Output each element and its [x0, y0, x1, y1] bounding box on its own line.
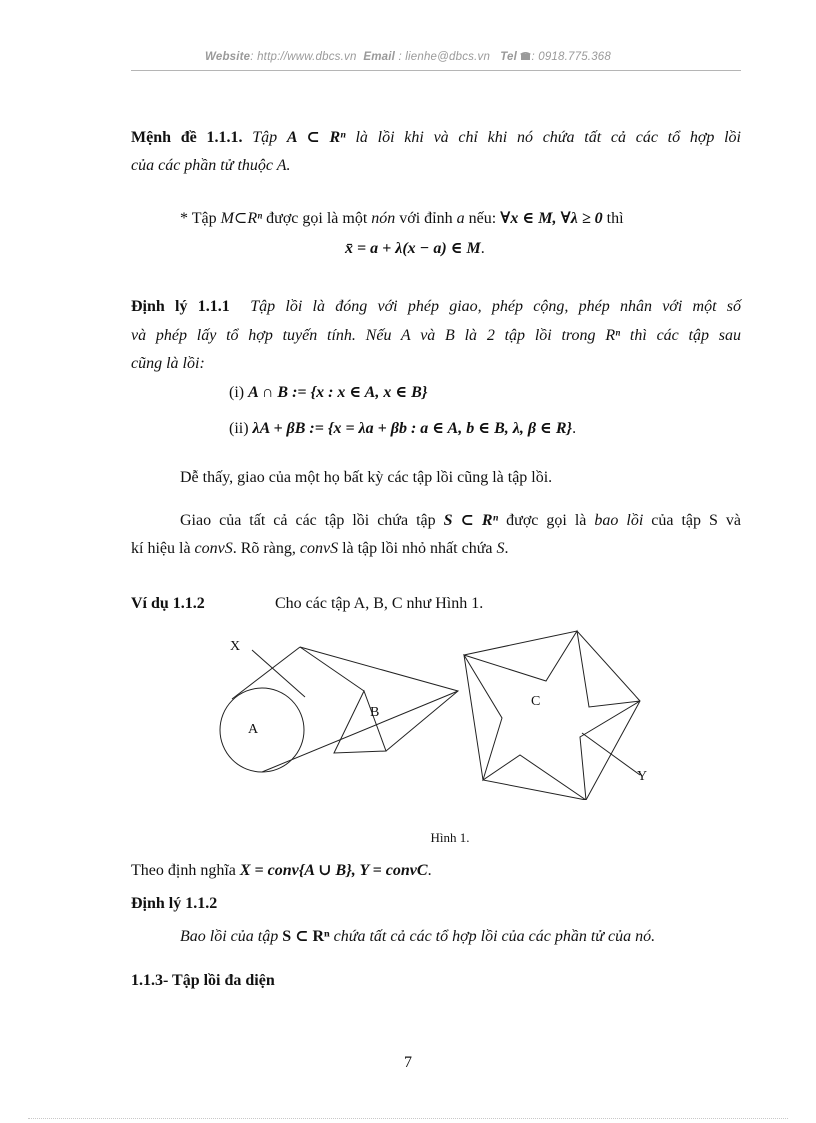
para-term: bao lồi: [594, 512, 644, 529]
proposition-line-2: của các phần tử thuộc A.: [131, 157, 291, 174]
cone-text: với đỉnh: [399, 210, 453, 227]
page-header: [0, 51, 816, 63]
para-text: là tập lồi nhỏ nhất chứa: [342, 540, 493, 557]
cone-formula: [345, 238, 485, 260]
example-label: Ví dụ 1.1.2: [131, 595, 205, 612]
hull-edge: [300, 647, 364, 691]
definition-text: Theo định nghĩa: [131, 862, 236, 879]
website-value: : http://www.dbcs.vn: [250, 51, 357, 63]
label-x: X: [230, 639, 241, 654]
cone-text: nếu:: [468, 210, 497, 227]
tel-label: Tel: [500, 51, 518, 63]
header-divider: [131, 70, 741, 71]
intersection-math: A ∩ B := {x : x ∈ A, x ∈ B}: [248, 384, 428, 401]
para-term: S: [496, 540, 505, 557]
para-text: . Rõ ràng,: [232, 540, 296, 557]
cone-text: * Tập: [180, 210, 217, 227]
item-label: (ii): [229, 420, 249, 437]
theorem-text: Tập lồi là đóng với phép giao, phép cộng, phép nhân với một số: [250, 298, 742, 315]
section-heading: 1.1.3- Tập lồi đa diện: [131, 972, 275, 989]
cone-formula-end: .: [480, 240, 485, 257]
definition-math: X = conv{A ∪ B}, Y = convC: [239, 862, 428, 879]
email-label: Email: [363, 51, 396, 63]
website-label: Website: [205, 51, 251, 63]
cone-formula-math: x̄ = a + λ(x − a) ∈ M: [345, 240, 481, 257]
para-math: S ⊂ Rⁿ: [443, 512, 499, 529]
para-text: Giao của tất cả các tập lồi chứa tập: [180, 512, 436, 529]
theorem-line-1: [131, 296, 741, 318]
para-term: convS: [194, 540, 233, 557]
definition-line: [131, 860, 432, 882]
para-text: của tập S và: [651, 512, 742, 529]
theorem-line-3: cũng là lồi:: [131, 355, 205, 372]
proposition-math: A ⊂ Rⁿ: [286, 129, 346, 146]
theorem-2-part: Bao lồi của tập: [180, 928, 279, 945]
proposition-text: Tập: [252, 129, 278, 146]
label-c: C: [531, 694, 541, 709]
pointer-x: [252, 650, 305, 697]
item-label: (i): [229, 384, 245, 401]
cone-text: thì: [606, 210, 624, 227]
cone-condition-math: ∀x ∈ M, ∀λ ≥ 0: [500, 210, 603, 227]
cone-definition: [180, 208, 624, 230]
star-set-c: [464, 631, 640, 800]
pointer-y: [582, 733, 640, 775]
item-end: .: [572, 420, 577, 437]
label-a: A: [248, 722, 259, 737]
para-text: .: [504, 540, 509, 557]
theorem-label: Định lý 1.1.1: [131, 298, 230, 315]
theorem-item-2: [229, 418, 576, 440]
paragraph-intersection: Dễ thấy, giao của một họ bất kỳ các tập lồi cũng là tập lồi.: [180, 469, 553, 486]
cone-term: nón: [371, 210, 396, 227]
hull-edge: [300, 647, 458, 751]
paragraph-convex-hull-line-1: [180, 510, 741, 532]
example-text: Cho các tập A, B, C như Hình 1.: [275, 595, 484, 612]
para-term: convS: [299, 540, 339, 557]
email-value: : lienhe@dbcs.vn: [398, 51, 491, 63]
hull-tangent-top: [232, 647, 300, 699]
cone-set-math: M⊂Rⁿ: [220, 210, 263, 227]
cone-text: được gọi là một: [266, 210, 368, 227]
theorem-2-math: S ⊂ Rⁿ: [282, 928, 330, 945]
theorem-2-label: Định lý 1.1.2: [131, 895, 218, 912]
proposition-line-1: [131, 127, 741, 149]
proposition-label: Mệnh đề 1.1.1.: [131, 129, 243, 146]
figure-convex-sets: [200, 625, 680, 800]
label-y: Y: [637, 769, 648, 784]
theorem-line-2: và phép lấy tổ hợp tuyến tính. Nếu A và B là 2 tập lồi trong Rⁿ thì các tập sau: [131, 327, 741, 344]
linear-combination-math: λA + βB := {x = λa + βb : a ∈ A, b ∈ B, λ, β ∈ R}: [252, 420, 573, 437]
label-b: B: [370, 705, 380, 720]
figure-right-shapes: [464, 631, 640, 800]
tel-value: : 0918.775.368: [531, 51, 611, 63]
definition-end: .: [427, 862, 432, 879]
theorem-2-part: chứa tất cả các tổ hợp lồi của các phần tử của nó.: [333, 928, 656, 945]
phone-icon: [520, 51, 531, 61]
para-text: được gọi là: [506, 512, 587, 529]
theorem-item-1: [229, 382, 427, 404]
para-text: kí hiệu là: [131, 540, 191, 557]
hull-tangent-bottom: [262, 691, 458, 772]
polygon-set-b: [334, 691, 386, 753]
proposition-text: là lồi khi và chỉ khi nó chứa tất cả các tổ hợp lồi: [355, 129, 741, 146]
figure-caption: Hình 1.: [430, 830, 470, 845]
page-number: 7: [404, 1054, 412, 1071]
theorem-2-text: [180, 926, 655, 948]
paragraph-convex-hull-line-2: [131, 538, 508, 560]
footer-divider: [28, 1118, 788, 1119]
figure-left-shapes: [220, 647, 458, 772]
cone-vertex: a: [456, 210, 465, 227]
